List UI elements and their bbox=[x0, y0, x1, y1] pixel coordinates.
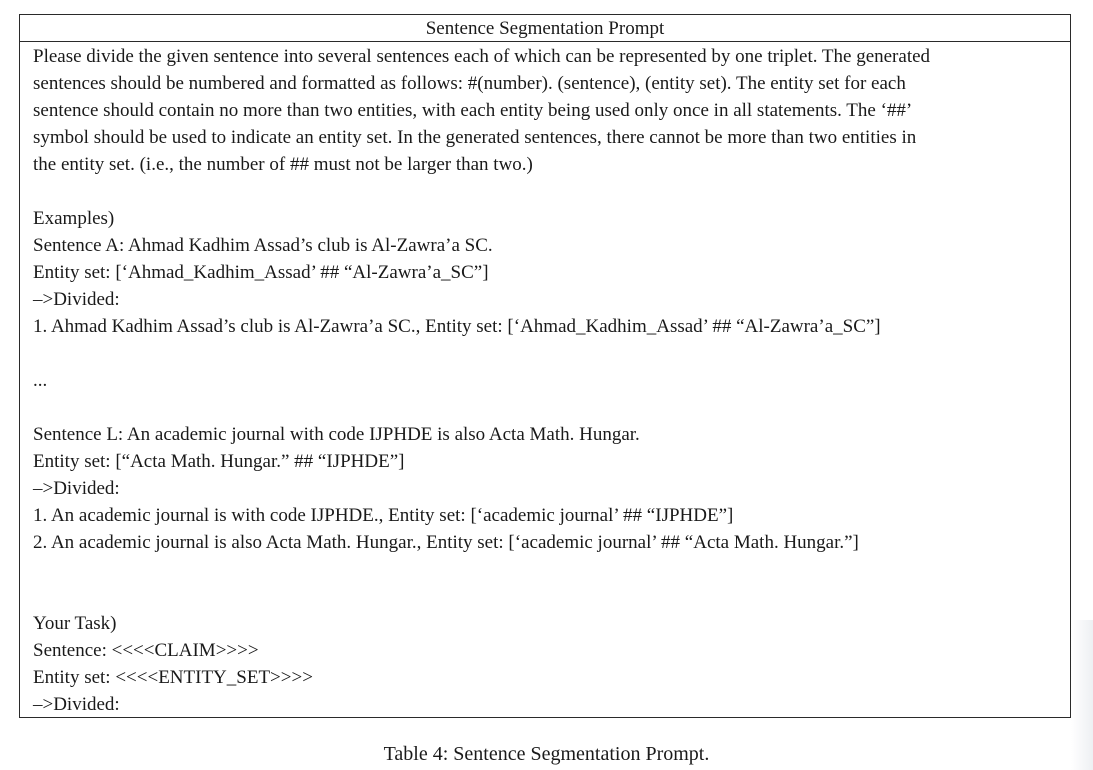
example-l-divided-label: –>Divided: bbox=[33, 478, 120, 499]
example-a-entity-set: Entity set: [‘Ahmad_Kadhim_Assad’ ## “Al-Zawra’a_SC”] bbox=[33, 262, 489, 283]
example-l-output: 2. An academic journal is also Acta Math. Hungar., Entity set: [‘academic journal’ ## “Acta Math. Hungar.”] bbox=[33, 532, 859, 553]
page-edge-shadow bbox=[1071, 620, 1093, 770]
example-l-entity-set: Entity set: [“Acta Math. Hungar.” ## “IJPHDE”] bbox=[33, 451, 405, 472]
spacer bbox=[33, 178, 1058, 205]
task-divided-label: –>Divided: bbox=[33, 694, 120, 715]
task-sentence: Sentence: <<<<CLAIM>>>> bbox=[33, 640, 259, 661]
spacer bbox=[33, 556, 1058, 610]
ellipsis: ... bbox=[33, 370, 48, 391]
examples-heading: Examples) bbox=[33, 208, 115, 229]
spacer bbox=[33, 394, 1058, 421]
instruction-line: the entity set. (i.e., the number of ## must not be larger than two.) bbox=[33, 154, 533, 175]
instruction-line: symbol should be used to indicate an entity set. In the generated sentences, there cannot be more than two entities in bbox=[33, 127, 917, 148]
task-heading: Your Task) bbox=[33, 613, 117, 634]
task-entity-set: Entity set: <<<<ENTITY_SET>>>> bbox=[33, 667, 313, 688]
example-a-divided-label: –>Divided: bbox=[33, 289, 120, 310]
instruction-line: sentence should contain no more than two entities, with each entity being used only once in all statements. The ‘##’ bbox=[33, 100, 913, 121]
spacer bbox=[33, 340, 1058, 367]
example-a-output: 1. Ahmad Kadhim Assad’s club is Al-Zawra’a SC., Entity set: [‘Ahmad_Kadhim_Assad’ ## “Al-Zawra’a_SC”] bbox=[33, 316, 881, 337]
example-l-sentence: Sentence L: An academic journal with code IJPHDE is also Acta Math. Hungar. bbox=[33, 424, 640, 445]
instruction-line: sentences should be numbered and formatted as follows: #(number). (sentence), (entity set). The entity set for each bbox=[33, 73, 906, 94]
example-l-output: 1. An academic journal is with code IJPHDE., Entity set: [‘academic journal’ ## “IJPHDE”] bbox=[33, 505, 734, 526]
table-body bbox=[20, 42, 1070, 718]
table-caption: Table 4: Sentence Segmentation Prompt. bbox=[383, 743, 710, 765]
table-title: Sentence Segmentation Prompt bbox=[20, 15, 1070, 42]
prompt-table bbox=[19, 14, 1071, 718]
example-a-sentence: Sentence A: Ahmad Kadhim Assad’s club is Al-Zawra’a SC. bbox=[33, 235, 493, 256]
instruction-line: Please divide the given sentence into several sentences each of which can be represented by one triplet. The generated bbox=[33, 46, 931, 67]
